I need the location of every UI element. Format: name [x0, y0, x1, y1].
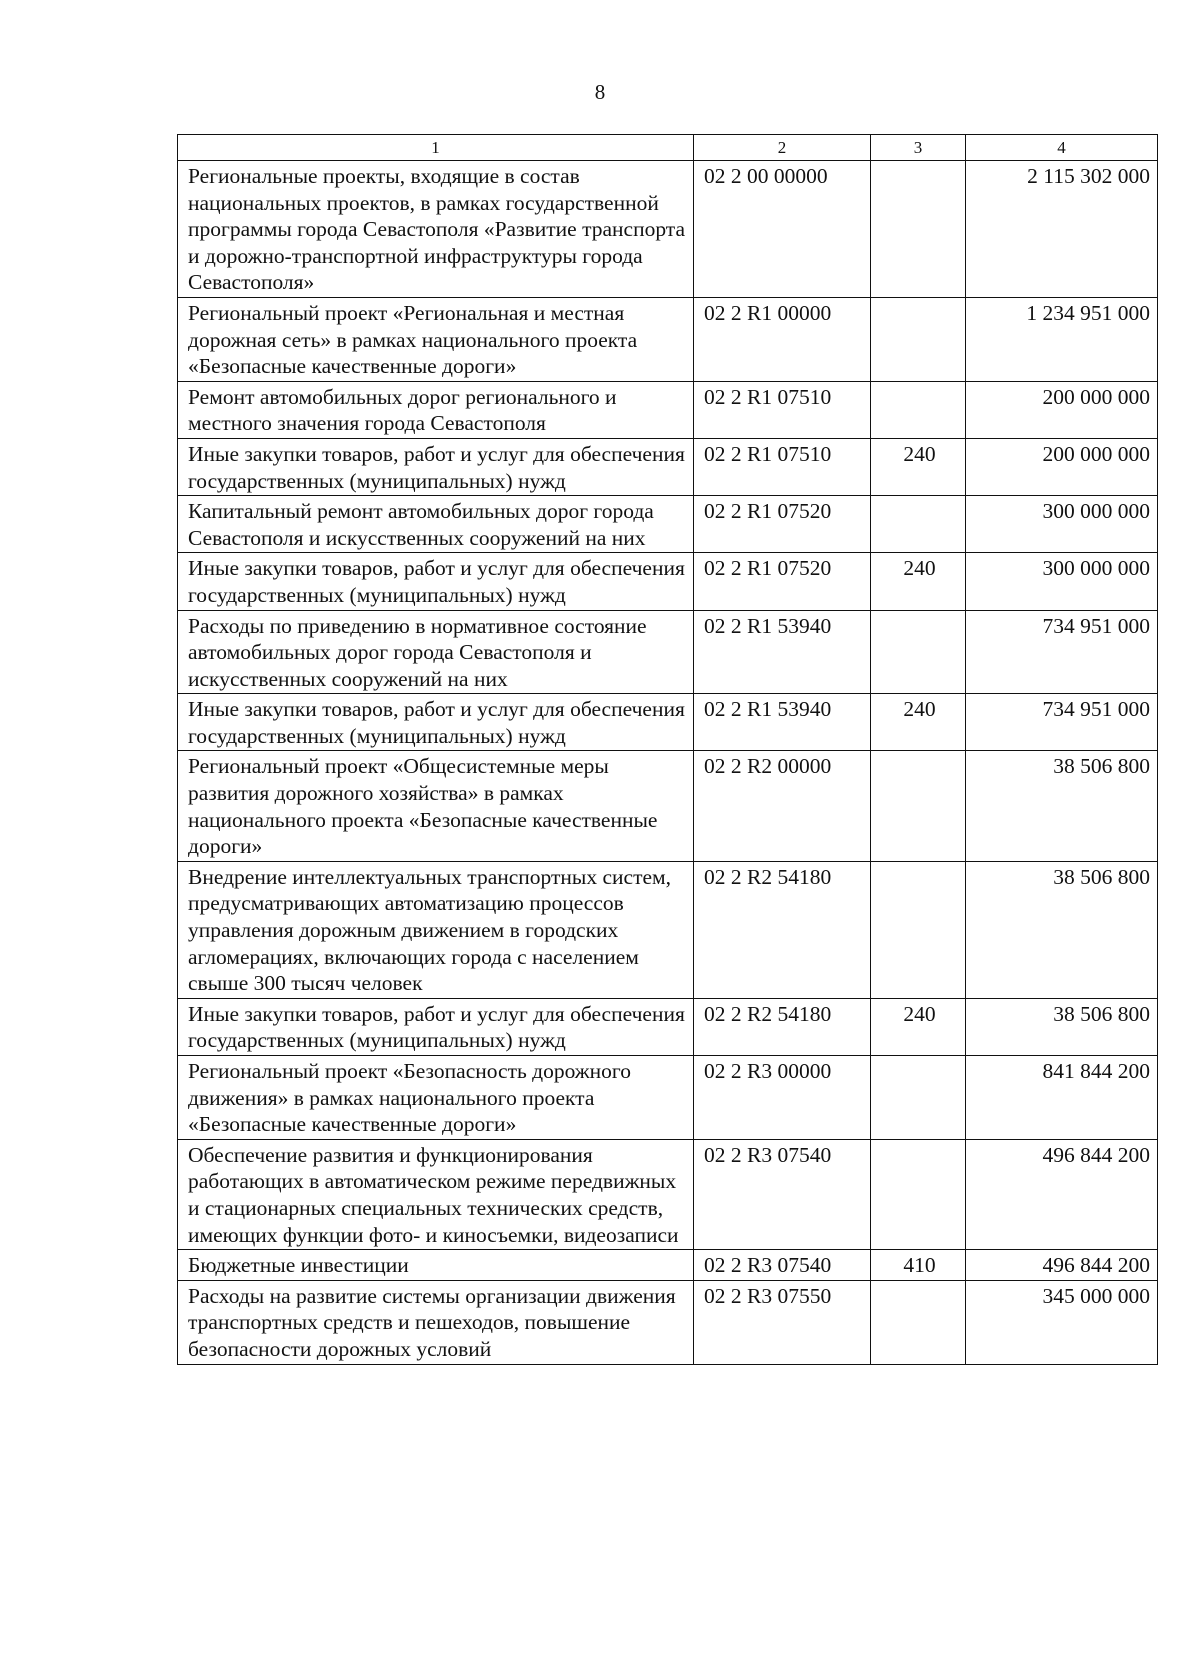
- row-name-cell: Региональные проекты, входящие в состав национальных проектов, в рамках государственной программы города Севастополя «Развитие транспорта и дорожно-транспортной инфраструктуры города Севастополя»: [178, 161, 694, 298]
- row-code-cell: 02 2 R2 54180: [694, 861, 871, 998]
- row-type-cell: 240: [871, 438, 966, 495]
- header-row: [178, 135, 1158, 161]
- row-name-cell: Капитальный ремонт автомобильных дорог города Севастополя и искусственных сооружений на них: [178, 496, 694, 553]
- table-row: [178, 751, 1158, 861]
- column-header-3: 3: [871, 135, 966, 161]
- row-name-cell: Региональный проект «Безопасность дорожного движения» в рамках национального проекта «Безопасные качественные дороги»: [178, 1056, 694, 1140]
- row-code-cell: 02 2 R2 00000: [694, 751, 871, 861]
- column-header-4: 4: [966, 135, 1158, 161]
- row-code-cell: 02 2 R1 00000: [694, 297, 871, 381]
- table-row: [178, 694, 1158, 751]
- row-type-cell: [871, 610, 966, 694]
- table-row: [178, 161, 1158, 298]
- table-row: [178, 297, 1158, 381]
- row-type-cell: 410: [871, 1250, 966, 1281]
- table-row: [178, 998, 1158, 1055]
- table-row: [178, 1280, 1158, 1364]
- row-code-cell: 02 2 R1 53940: [694, 610, 871, 694]
- row-name-cell: Иные закупки товаров, работ и услуг для обеспечения государственных (муниципальных) нужд: [178, 553, 694, 610]
- row-code-cell: 02 2 R3 07540: [694, 1250, 871, 1281]
- row-amount-cell: 496 844 200: [966, 1139, 1158, 1249]
- row-name-cell: Внедрение интеллектуальных транспортных систем, предусматривающих автоматизацию процессов управления дорожным движением в городских агломерациях, включающих города с населением свыше 300 тысяч человек: [178, 861, 694, 998]
- table-row: [178, 861, 1158, 998]
- row-code-cell: 02 2 R1 53940: [694, 694, 871, 751]
- row-type-cell: 240: [871, 553, 966, 610]
- row-amount-cell: 841 844 200: [966, 1056, 1158, 1140]
- row-name-cell: Ремонт автомобильных дорог регионального и местного значения города Севастополя: [178, 381, 694, 438]
- row-code-cell: 02 2 00 00000: [694, 161, 871, 298]
- row-code-cell: 02 2 R3 07540: [694, 1139, 871, 1249]
- row-amount-cell: 200 000 000: [966, 381, 1158, 438]
- row-amount-cell: 345 000 000: [966, 1280, 1158, 1364]
- row-type-cell: 240: [871, 694, 966, 751]
- row-amount-cell: 300 000 000: [966, 553, 1158, 610]
- row-amount-cell: 200 000 000: [966, 438, 1158, 495]
- row-amount-cell: 496 844 200: [966, 1250, 1158, 1281]
- table-row: [178, 1056, 1158, 1140]
- row-name-cell: Иные закупки товаров, работ и услуг для обеспечения государственных (муниципальных) нужд: [178, 694, 694, 751]
- row-type-cell: [871, 297, 966, 381]
- table-row: [178, 438, 1158, 495]
- row-type-cell: [871, 1056, 966, 1140]
- row-type-cell: [871, 861, 966, 998]
- table-row: [178, 610, 1158, 694]
- row-name-cell: Расходы на развитие системы организации движения транспортных средств и пешеходов, повышение безопасности дорожных условий: [178, 1280, 694, 1364]
- row-amount-cell: 38 506 800: [966, 751, 1158, 861]
- row-amount-cell: 1 234 951 000: [966, 297, 1158, 381]
- row-name-cell: Бюджетные инвестиции: [178, 1250, 694, 1281]
- table-row: [178, 1250, 1158, 1281]
- row-code-cell: 02 2 R3 00000: [694, 1056, 871, 1140]
- table-row: [178, 381, 1158, 438]
- row-type-cell: [871, 1139, 966, 1249]
- row-type-cell: [871, 381, 966, 438]
- row-code-cell: 02 2 R1 07520: [694, 496, 871, 553]
- column-header-2: 2: [694, 135, 871, 161]
- row-name-cell: Обеспечение развития и функционирования работающих в автоматическом режиме передвижных и стационарных специальных технических средств, имеющих функции фото- и киносъемки, видеозаписи: [178, 1139, 694, 1249]
- row-name-cell: Иные закупки товаров, работ и услуг для обеспечения государственных (муниципальных) нужд: [178, 998, 694, 1055]
- row-code-cell: 02 2 R3 07550: [694, 1280, 871, 1364]
- table-row: [178, 553, 1158, 610]
- row-name-cell: Иные закупки товаров, работ и услуг для обеспечения государственных (муниципальных) нужд: [178, 438, 694, 495]
- page-number: 8: [594, 80, 606, 104]
- table-header: [178, 135, 1158, 161]
- column-header-1: 1: [178, 135, 694, 161]
- row-code-cell: 02 2 R1 07520: [694, 553, 871, 610]
- row-type-cell: 240: [871, 998, 966, 1055]
- row-type-cell: [871, 1280, 966, 1364]
- row-amount-cell: 734 951 000: [966, 610, 1158, 694]
- row-code-cell: 02 2 R1 07510: [694, 438, 871, 495]
- row-amount-cell: 38 506 800: [966, 861, 1158, 998]
- row-name-cell: Расходы по приведению в нормативное состояние автомобильных дорог города Севастополя и искусственных сооружений на них: [178, 610, 694, 694]
- table-row: [178, 496, 1158, 553]
- row-amount-cell: 734 951 000: [966, 694, 1158, 751]
- row-type-cell: [871, 496, 966, 553]
- row-amount-cell: 2 115 302 000: [966, 161, 1158, 298]
- row-name-cell: Региональный проект «Региональная и местная дорожная сеть» в рамках национального проекта «Безопасные качественные дороги»: [178, 297, 694, 381]
- row-code-cell: 02 2 R1 07510: [694, 381, 871, 438]
- row-type-cell: [871, 161, 966, 298]
- row-amount-cell: 38 506 800: [966, 998, 1158, 1055]
- row-amount-cell: 300 000 000: [966, 496, 1158, 553]
- row-type-cell: [871, 751, 966, 861]
- budget-table: [177, 134, 1158, 1365]
- row-code-cell: 02 2 R2 54180: [694, 998, 871, 1055]
- row-name-cell: Региональный проект «Общесистемные меры развития дорожного хозяйства» в рамках национального проекта «Безопасные качественные дороги»: [178, 751, 694, 861]
- table-body: [178, 161, 1158, 1365]
- table-row: [178, 1139, 1158, 1249]
